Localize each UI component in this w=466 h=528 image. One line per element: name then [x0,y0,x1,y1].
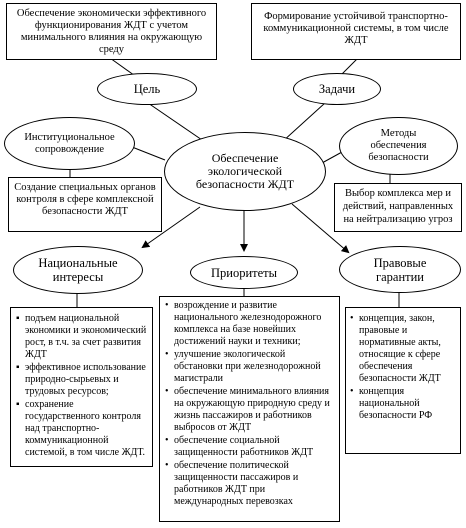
list-item: ▪ сохранение государственного контроля над транспортно-коммуникационной системой, в том числе ЖДТ. [16,399,149,459]
institutional-support-node [4,117,135,170]
connector-center-goal [148,103,205,142]
control-bodies-text: Создание специальных органов контроля в сфере комплексной безопасности ЖДТ [14,182,156,217]
goal-node [97,73,197,105]
goal-description-text: Обеспечение экономически эффективного функционирования ЖДТ с учетом минимального влияния на окружающую среду [16,8,207,55]
goal-description-box [6,3,217,60]
tasks-node [293,73,381,105]
methods-node [339,117,458,175]
priorities-label: Приоритеты [210,265,278,280]
national-interests-node [13,246,143,294]
national-interests-list-box [10,307,153,467]
priorities-list-box [159,296,340,522]
legal-guarantees-node [339,246,461,293]
tasks-description-box [251,3,461,60]
methods-label: Методы обеспечения безопасности [368,128,429,163]
priorities-node [190,256,298,289]
measures-box [334,183,462,232]
connector-center-methods [322,152,342,163]
tasks-label: Задачи [318,82,356,96]
legal-guarantees-label: Правовые гарантии [373,255,427,284]
national-interests-label: Национальные интересы [38,256,118,284]
tasks-description-text: Формирование устойчивой транспортно-коммуникационной системы, в том числе ЖДТ [263,11,449,46]
national-interests-list [16,313,149,459]
list-item: • обеспечение политической защищенности пассажиров и работников ЖДТ при международных перевозках [165,460,336,508]
center-label: Обеспечение экологической безопасности ЖДТ [195,151,295,191]
connector-center-institutional [132,147,165,160]
list-item: • концепция, закон, правовые и нормативные акты, относящие к сфере обеспечения безопасности ЖДТ [350,313,457,385]
list-item: • обеспечение социальной защищенности работников ЖДТ [165,435,336,459]
goal-label: Цель [133,82,161,96]
control-bodies-box [8,177,162,232]
list-item: • обеспечение минимального влияния на окружающую природную среду и жизнь пассажиров и работников выбросов от ЖДТ [165,386,336,434]
list-item: • улучшение экологической обстановки при железнодорожной магистрали [165,349,336,385]
legal-guarantees-list-box [345,307,461,454]
list-item: • возрождение и развитие национального железнодорожного комплекса на базе новейших достижений науки и техники; [165,300,336,348]
list-item: • концепция национальной безопасности РФ [350,386,457,422]
connector-center-tasks [282,103,325,142]
list-item: ▪ эффективное использование природно-сырьевых и трудовых ресурсов; [16,362,149,398]
measures-text: Выбор комплекса мер и действий, направленных на нейтрализацию угроз [342,188,454,225]
list-item: ▪ подъем национальной экономики и экономический рост, в т.ч. за счет развития ЖДТ [16,313,149,361]
priorities-list [165,300,336,508]
center-node [164,132,326,211]
institutional-support-label: Институциональное сопровождение [24,131,115,155]
legal-guarantees-list [350,313,457,422]
